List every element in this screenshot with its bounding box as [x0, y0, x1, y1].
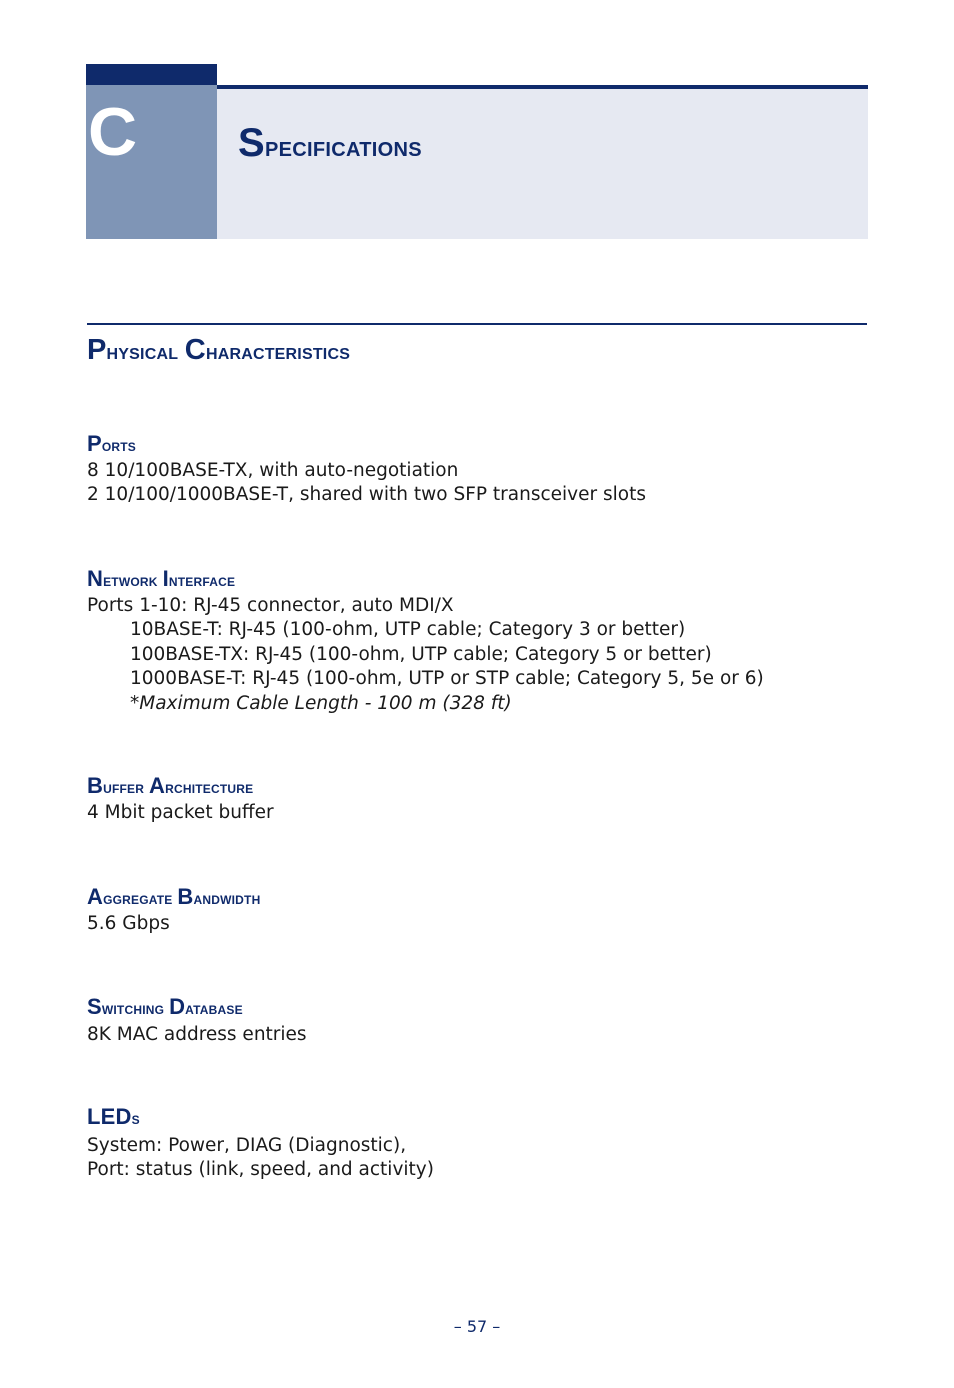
switching-database-line: 8K MAC address entries [87, 1024, 307, 1045]
network-interface-1000base: 1000BASE-T: RJ-45 (100-ohm, UTP or STP cable; Category 5, 5e or 6) [130, 668, 764, 690]
network-interface-heading: Network Interface [87, 566, 236, 591]
section-title: Physical Characteristics [87, 334, 351, 366]
leds-text [87, 1134, 434, 1183]
chapter-title: Specifications [238, 121, 422, 165]
leds-heading: LEDs [87, 1104, 140, 1129]
switching-database-text [87, 1023, 307, 1047]
ports-heading: Ports [87, 431, 137, 456]
ports-text [87, 459, 646, 508]
aggregate-bandwidth-text [87, 912, 170, 936]
chapter-badge [86, 64, 217, 239]
page-number: – 57 – [453, 1317, 501, 1336]
chapter-title-band [217, 85, 868, 239]
leds-line-1: System: Power, DIAG (Diagnostic), [87, 1135, 407, 1156]
ports-line-1: 8 10/100BASE-TX, with auto-negotiation [87, 460, 459, 481]
switching-database-heading: Switching Database [87, 994, 243, 1019]
cable-length-note: *Maximum Cable Length - 100 m (328 ft) [130, 692, 512, 714]
section-divider [87, 323, 867, 325]
network-interface-line: Ports 1-10: RJ-45 connector, auto MDI/X [87, 595, 454, 616]
network-interface-10base: 10BASE-T: RJ-45 (100-ohm, UTP cable; Category 3 or better) [130, 619, 686, 641]
aggregate-bandwidth-heading: Aggregate Bandwidth [87, 884, 261, 909]
leds-line-2: Port: status (link, speed, and activity) [87, 1159, 434, 1181]
buffer-architecture-text [87, 801, 274, 825]
buffer-architecture-line: 4 Mbit packet buffer [87, 802, 274, 823]
ports-line-2: 2 10/100/1000BASE-T, shared with two SFP transceiver slots [87, 484, 646, 506]
aggregate-bandwidth-line: 5.6 Gbps [87, 913, 170, 934]
network-interface-text [87, 594, 764, 716]
chapter-badge-bar [86, 64, 217, 85]
network-interface-100base: 100BASE-TX: RJ-45 (100-ohm, UTP cable; Category 5 or better) [130, 643, 712, 665]
buffer-architecture-heading: Buffer Architecture [87, 773, 254, 798]
chapter-letter: C [88, 94, 138, 170]
